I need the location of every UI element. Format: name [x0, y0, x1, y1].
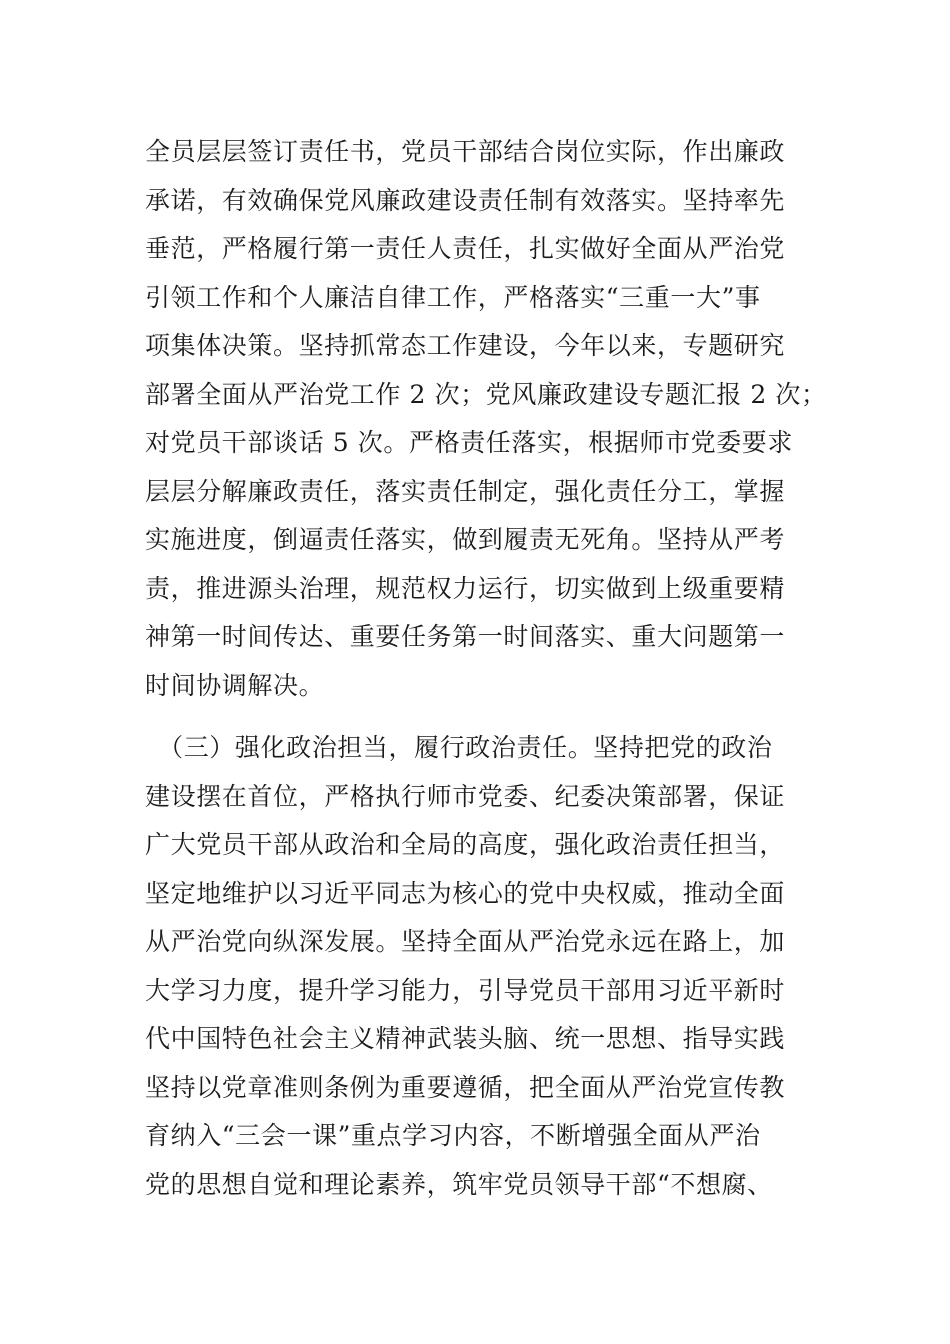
text-line: 对党员干部谈话 5 次。严格责任落实，根据师市党委要求 [145, 428, 794, 457]
paragraph-party-responsibility [145, 128, 827, 710]
text-line: 党的思想自觉和理论素养，筑牢党员领导干部“不想腐、 [145, 1169, 773, 1199]
text-line: 部署全面从严治党工作 2 次；党风廉政建设专题汇报 2 次； [145, 379, 827, 409]
text-line: 项集体决策。坚持抓常态工作建设，今年以来，专题研究 [145, 331, 786, 360]
text-line: 引领工作和个人廉洁自律工作，严格落实“三重一大”事 [145, 282, 761, 312]
text-line: 全员层层签订责任书，党员干部结合岗位实际，作出廉政 [145, 137, 786, 166]
text-line: 广大党员干部从政治和全局的高度，强化政治责任担当， [145, 830, 786, 859]
text-line: 承诺，有效确保党风廉政建设责任制有效落实。坚持率先 [145, 185, 786, 215]
text-line: 时间协调解决。 [145, 670, 325, 700]
text-line: 从严治党向纵深发展。坚持全面从严治党永远在路上，加 [145, 927, 786, 956]
text-line: 垂范，严格履行第一责任人责任，扎实做好全面从严治党 [145, 234, 786, 263]
text-line: 坚定地维护以习近平同志为核心的党中央权威，推动全面 [145, 878, 786, 908]
text-line: 神第一时间传达、重要任务第一时间落实、重大问题第一 [145, 622, 786, 651]
text-line: 建设摆在首位，严格执行师市党委、纪委决策部署，保证 [145, 781, 786, 811]
section-heading-line: （三）强化政治担当，履行政治责任。坚持把党的政治 [145, 733, 773, 762]
text-line: 坚持以党章准则条例为重要遵循，把全面从严治党宣传教 [145, 1072, 786, 1102]
text-line: 层层分解廉政责任，落实责任制定，强化责任分工，掌握 [145, 476, 786, 506]
text-line: 育纳入“三会一课”重点学习内容，不断增强全面从严治 [145, 1121, 761, 1150]
paragraph-political-responsibility [145, 724, 817, 1209]
text-line: 责，推进源头治理，规范权力运行，切实做到上级重要精 [145, 573, 786, 603]
text-line: 大学习力度，提升学习能力，引导党员干部用习近平新时 [145, 975, 786, 1005]
text-line: 代中国特色社会主义精神武装头脑、统一思想、指导实践 [145, 1024, 786, 1053]
text-line: 实施进度，倒逼责任落实，做到履责无死角。坚持从严考 [145, 525, 786, 554]
